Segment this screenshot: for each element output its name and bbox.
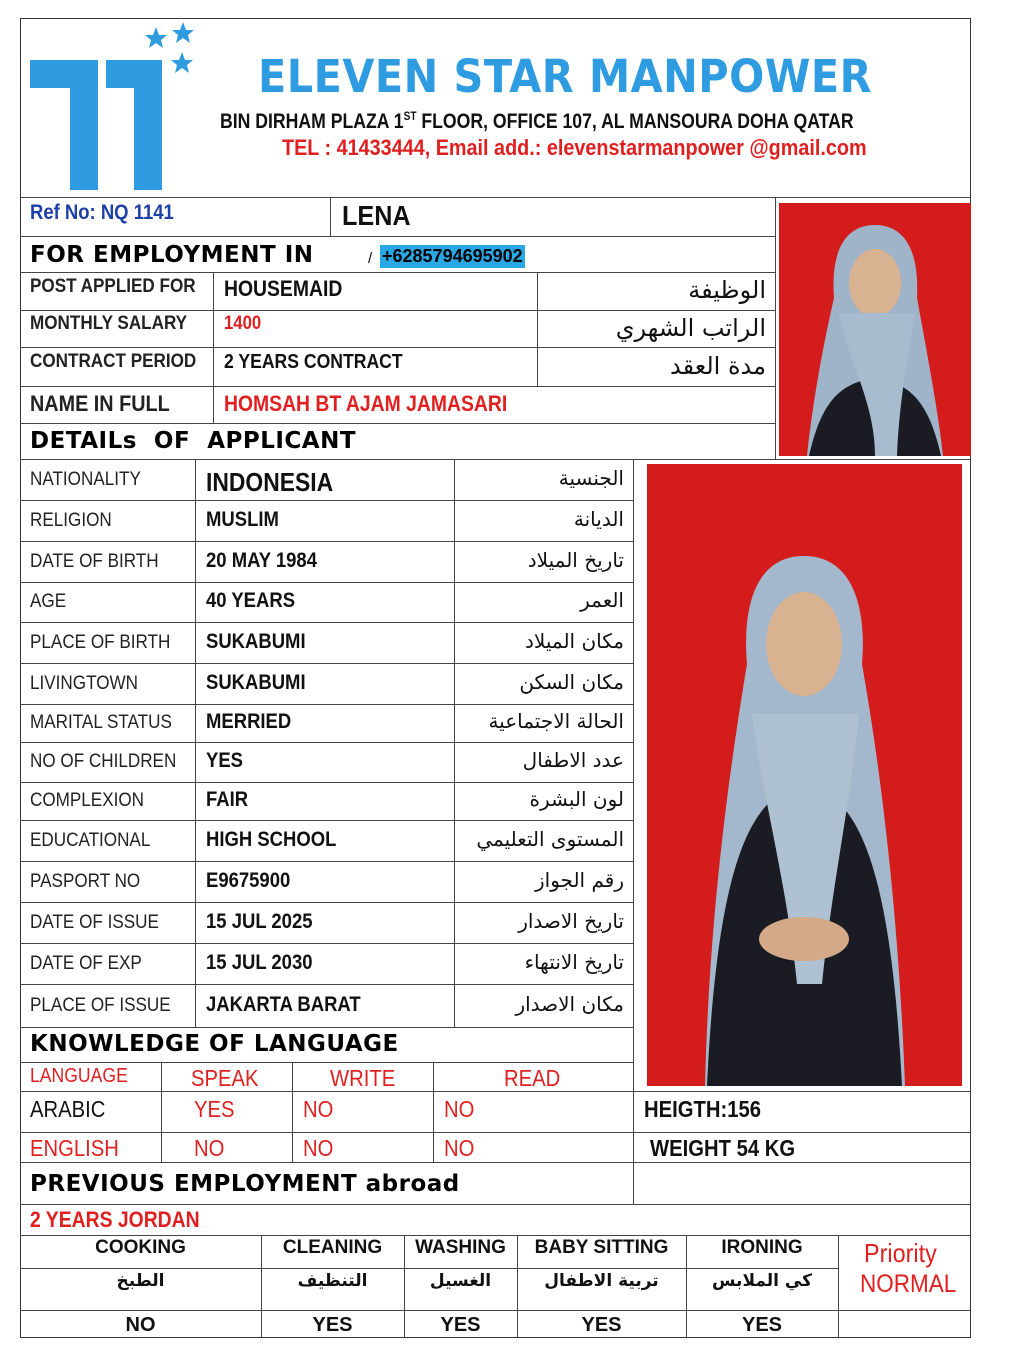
lang-header-write: WRITE bbox=[330, 1065, 396, 1091]
lang-english-write: NO bbox=[303, 1135, 334, 1161]
skill-arabic: كي الملابس bbox=[712, 1271, 812, 1291]
address-part-1: BIN DIRHAM PLAZA 1 bbox=[220, 110, 404, 133]
previous-employment-value: 2 YEARS JORDAN bbox=[30, 1207, 200, 1232]
detail-label: MARITAL STATUS bbox=[30, 712, 172, 733]
logo-star-icon bbox=[145, 27, 167, 48]
applicant-photo-small bbox=[779, 203, 971, 456]
company-address bbox=[220, 109, 854, 134]
lang-english: ENGLISH bbox=[30, 1135, 119, 1161]
salary-label: MONTHLY SALARY bbox=[30, 313, 188, 334]
skill-name: CLEANING bbox=[282, 1237, 383, 1258]
detail-arabic: تاريخ الاصدار bbox=[518, 908, 624, 933]
detail-value: JAKARTA BARAT bbox=[206, 992, 361, 1016]
detail-value: INDONESIA bbox=[206, 466, 334, 497]
detail-arabic: لون البشرة bbox=[529, 787, 624, 811]
lang-english-read: NO bbox=[444, 1135, 475, 1161]
details-heading: DETAILs OF APPLICANT bbox=[30, 428, 357, 454]
skill-arabic: التنظيف bbox=[297, 1271, 368, 1291]
detail-value: YES bbox=[206, 749, 243, 772]
detail-label: DATE OF EXP bbox=[30, 952, 142, 974]
detail-value: 20 MAY 1984 bbox=[206, 548, 317, 572]
applicant-short-name: LENA bbox=[342, 200, 411, 231]
address-superscript: ST bbox=[403, 109, 417, 123]
detail-value: HIGH SCHOOL bbox=[206, 827, 337, 851]
lang-header-language: LANGUAGE bbox=[30, 1065, 128, 1087]
post-arabic: الوظيفة bbox=[688, 276, 766, 304]
detail-arabic: تاريخ الميلاد bbox=[527, 547, 624, 572]
detail-value: MUSLIM bbox=[206, 507, 279, 531]
detail-label: EDUCATIONAL bbox=[30, 829, 151, 851]
skill-value: YES bbox=[741, 1314, 783, 1336]
detail-label: PLACE OF ISSUE bbox=[30, 994, 171, 1016]
logo-one-right bbox=[106, 60, 162, 190]
lang-arabic: ARABIC bbox=[30, 1096, 106, 1122]
weight-value: WEIGHT 54 KG bbox=[650, 1135, 796, 1161]
skill-value: YES bbox=[581, 1314, 622, 1336]
detail-arabic: تاريخ الانتهاء bbox=[524, 949, 624, 974]
skill-arabic: تربية الاطفال bbox=[544, 1271, 659, 1291]
detail-arabic: مكان الاصدار bbox=[515, 991, 624, 1016]
eleven-star-logo-icon bbox=[28, 20, 198, 192]
skill-name: BABY SITTING bbox=[534, 1237, 669, 1258]
lang-arabic-speak: YES bbox=[194, 1096, 235, 1122]
portrait-illustration bbox=[779, 203, 971, 456]
employment-heading: FOR EMPLOYMENT IN bbox=[30, 242, 314, 268]
detail-arabic: الحالة الاجتماعية bbox=[488, 709, 624, 733]
detail-arabic: المستوى التعليمي bbox=[476, 826, 624, 851]
detail-value: SUKABUMI bbox=[206, 670, 306, 694]
lang-header-read: READ bbox=[504, 1065, 561, 1091]
detail-arabic: العمر bbox=[580, 588, 624, 612]
fullname-value: HOMSAH BT AJAM JAMASARI bbox=[224, 391, 508, 416]
detail-label: COMPLEXION bbox=[30, 790, 145, 811]
previous-employment-heading: PREVIOUS EMPLOYMENT abroad bbox=[30, 1171, 460, 1197]
post-label: POST APPLIED FOR bbox=[30, 276, 196, 297]
detail-label: DATE OF ISSUE bbox=[30, 911, 159, 933]
detail-label: PASPORT NO bbox=[30, 870, 141, 892]
salary-value: 1400 bbox=[224, 313, 262, 334]
detail-value: SUKABUMI bbox=[206, 629, 306, 653]
ref-number: Ref No: NQ 1141 bbox=[30, 201, 174, 224]
detail-value: 15 JUL 2030 bbox=[206, 950, 313, 974]
skill-value: NO bbox=[125, 1314, 156, 1336]
skill-value: YES bbox=[440, 1314, 481, 1336]
detail-arabic: مكان الميلاد bbox=[525, 628, 624, 653]
detail-arabic: مكان السكن bbox=[519, 669, 624, 694]
skill-arabic: الطبخ bbox=[116, 1271, 165, 1291]
skill-value: YES bbox=[312, 1314, 353, 1336]
detail-label: RELIGION bbox=[30, 509, 112, 531]
employment-separator: / bbox=[368, 250, 373, 267]
detail-label: DATE OF BIRTH bbox=[30, 550, 159, 572]
company-name: ELEVEN STAR MANPOWER bbox=[258, 50, 872, 103]
portrait-illustration bbox=[647, 464, 962, 1086]
skill-name: WASHING bbox=[415, 1237, 506, 1258]
lang-arabic-read: NO bbox=[444, 1096, 475, 1122]
address-part-2: FLOOR, OFFICE 107, AL MANSOURA DOHA QATAR bbox=[416, 110, 854, 133]
priority-value: NORMAL bbox=[860, 1270, 957, 1298]
lang-header-speak: SPEAK bbox=[191, 1065, 259, 1091]
company-contact: TEL : 41433444, Email add.: elevenstarmanpower @gmail.com bbox=[282, 135, 867, 160]
skill-arabic: الغسيل bbox=[429, 1271, 492, 1291]
fullname-label: NAME IN FULL bbox=[30, 391, 170, 416]
logo-star-icon bbox=[172, 22, 194, 43]
lang-english-speak: NO bbox=[194, 1135, 225, 1161]
detail-value: FAIR bbox=[206, 788, 249, 811]
phone-number[interactable]: +6285794695902 bbox=[382, 246, 523, 266]
detail-arabic: الديانة bbox=[573, 506, 624, 531]
language-heading: KNOWLEDGE OF LANGUAGE bbox=[30, 1031, 399, 1057]
priority-label: Priority bbox=[864, 1238, 937, 1268]
skill-name: IRONING bbox=[721, 1237, 803, 1258]
detail-label: NO OF CHILDREN bbox=[30, 751, 177, 772]
detail-value: 15 JUL 2025 bbox=[206, 909, 313, 933]
lang-arabic-write: NO bbox=[303, 1096, 334, 1122]
contract-value: 2 YEARS CONTRACT bbox=[224, 351, 403, 373]
detail-label: LIVINGTOWN bbox=[30, 672, 138, 694]
detail-arabic: رقم الجواز bbox=[535, 867, 624, 892]
detail-value: E9675900 bbox=[206, 868, 291, 892]
logo-star-icon bbox=[171, 52, 193, 73]
detail-arabic: الجنسية bbox=[558, 465, 624, 490]
salary-arabic: الراتب الشهري bbox=[615, 314, 766, 342]
applicant-photo-large bbox=[647, 464, 962, 1086]
logo-one-left bbox=[30, 60, 98, 190]
detail-arabic: عدد الاطفال bbox=[522, 748, 624, 772]
detail-label: PLACE OF BIRTH bbox=[30, 631, 171, 653]
contract-label: CONTRACT PERIOD bbox=[30, 351, 197, 372]
detail-value: 40 YEARS bbox=[206, 589, 296, 612]
height-value: HEIGTH:156 bbox=[644, 1096, 761, 1122]
detail-label: NATIONALITY bbox=[30, 468, 141, 490]
contract-arabic: مدة العقد bbox=[670, 352, 766, 380]
detail-label: AGE bbox=[30, 591, 67, 612]
post-value: HOUSEMAID bbox=[224, 276, 343, 301]
detail-value: MERRIED bbox=[206, 710, 292, 733]
skill-name: COOKING bbox=[95, 1237, 186, 1258]
